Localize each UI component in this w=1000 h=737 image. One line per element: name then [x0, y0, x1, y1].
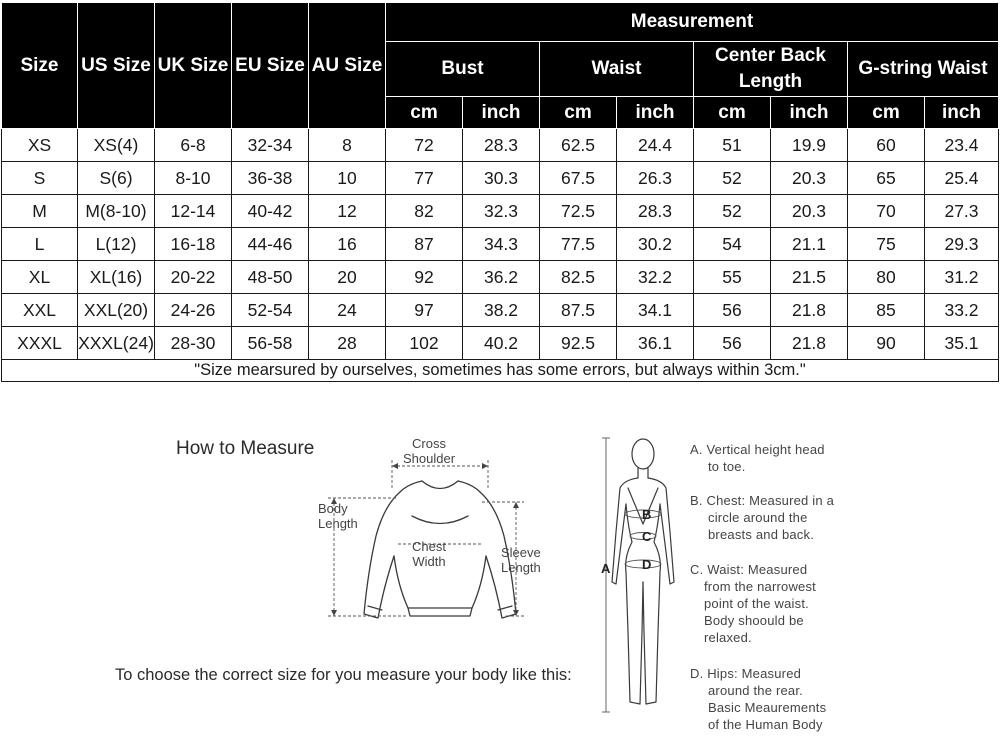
table-cell: 20-22 — [155, 261, 232, 294]
table-cell: 8-10 — [155, 162, 232, 195]
table-cell: 27.3 — [925, 195, 999, 228]
table-cell: L — [2, 228, 78, 261]
table-cell: 23.4 — [925, 129, 999, 162]
table-cell: 24.4 — [617, 129, 694, 162]
header-gstring-cm: cm — [848, 97, 925, 129]
table-cell: 36-38 — [232, 162, 309, 195]
header-eu-size: EU Size — [232, 3, 309, 129]
header-us-size: US Size — [78, 3, 155, 129]
table-cell: XS — [2, 129, 78, 162]
table-cell: 65 — [848, 162, 925, 195]
table-note-row — [2, 360, 999, 382]
body-letter-d: D — [642, 557, 652, 572]
table-cell: 56 — [694, 294, 771, 327]
header-waist: Waist — [540, 42, 694, 97]
table-cell: 20 — [309, 261, 386, 294]
table-cell: 21.1 — [771, 228, 848, 261]
table-row — [2, 162, 999, 195]
body-length-label — [318, 501, 358, 531]
table-cell: 72 — [386, 129, 463, 162]
size-note: "Size mearsured by ourselves, sometimes has some errors, but always within 3cm." — [2, 360, 999, 382]
table-row — [2, 294, 999, 327]
table-cell: 82.5 — [540, 261, 617, 294]
table-cell: 21.8 — [771, 294, 848, 327]
legend-line: B. Chest: Measured in a — [690, 493, 835, 508]
table-cell: 72.5 — [540, 195, 617, 228]
table-cell: M(8-10) — [78, 195, 155, 228]
body-letter-a: A — [601, 561, 611, 576]
table-cell: 55 — [694, 261, 771, 294]
table-cell: 97 — [386, 294, 463, 327]
sweater-measure-illustration — [312, 436, 562, 636]
table-cell: 56-58 — [232, 327, 309, 360]
measure-legend-b — [690, 492, 834, 543]
legend-line: C. Waist: Measured — [690, 562, 808, 577]
table-cell: XXL — [2, 294, 78, 327]
table-cell: 12-14 — [155, 195, 232, 228]
table-cell: S — [2, 162, 78, 195]
table-cell: 12 — [309, 195, 386, 228]
table-cell: M — [2, 195, 78, 228]
legend-line: point of the waist. — [704, 596, 809, 611]
measure-legend-d — [690, 665, 826, 733]
size-chart-table — [1, 2, 999, 382]
table-cell: XL(16) — [78, 261, 155, 294]
table-cell: 82 — [386, 195, 463, 228]
header-bust-inch: inch — [463, 97, 540, 129]
table-cell: 6-8 — [155, 129, 232, 162]
cross-shoulder-line2: Shoulder — [403, 451, 456, 466]
header-size: Size — [2, 3, 78, 129]
table-cell: 20.3 — [771, 195, 848, 228]
chest-width-line2: Width — [412, 554, 446, 569]
sleeve-length-label — [501, 545, 541, 575]
legend-line: D. Hips: Measured — [690, 666, 802, 681]
table-cell: 67.5 — [540, 162, 617, 195]
table-cell: 30.3 — [463, 162, 540, 195]
table-cell: 28-30 — [155, 327, 232, 360]
body-length-line1: Body — [318, 501, 348, 516]
table-cell: 26.3 — [617, 162, 694, 195]
header-measurement: Measurement — [386, 3, 999, 42]
table-cell: 92.5 — [540, 327, 617, 360]
sleeve-length-line1: Sleeve — [501, 545, 541, 560]
table-cell: S(6) — [78, 162, 155, 195]
table-cell: 8 — [309, 129, 386, 162]
table-cell: 52 — [694, 162, 771, 195]
legend-line: A. Vertical height head — [690, 442, 825, 457]
legend-line: circle around the — [708, 510, 808, 525]
legend-line: around the rear. — [708, 683, 803, 698]
table-cell: XXXL(24) — [78, 327, 155, 360]
header-back-cm: cm — [694, 97, 771, 129]
table-cell: 62.5 — [540, 129, 617, 162]
table-cell: XL — [2, 261, 78, 294]
header-au-size: AU Size — [309, 3, 386, 129]
table-cell: 87.5 — [540, 294, 617, 327]
table-cell: 56 — [694, 327, 771, 360]
table-row — [2, 261, 999, 294]
measure-legend-c — [690, 561, 816, 646]
table-cell: 77 — [386, 162, 463, 195]
table-cell: 52 — [694, 195, 771, 228]
table-cell: 80 — [848, 261, 925, 294]
table-cell: 16 — [309, 228, 386, 261]
table-cell: 30.2 — [617, 228, 694, 261]
table-cell: 21.8 — [771, 327, 848, 360]
table-cell: 40.2 — [463, 327, 540, 360]
table-cell: L(12) — [78, 228, 155, 261]
table-cell: 28.3 — [463, 129, 540, 162]
legend-line: relaxed. — [704, 630, 752, 645]
legend-line: Basic Meaurements — [708, 700, 827, 715]
table-cell: 32.2 — [617, 261, 694, 294]
table-cell: 24-26 — [155, 294, 232, 327]
table-cell: 44-46 — [232, 228, 309, 261]
table-cell: 87 — [386, 228, 463, 261]
legend-line: of the Human Body — [708, 717, 823, 732]
table-cell: XS(4) — [78, 129, 155, 162]
table-row — [2, 228, 999, 261]
header-gstring-waist: G-string Waist — [848, 42, 999, 97]
cross-shoulder-line1: Cross — [412, 436, 446, 451]
header-center-back-length: Center Back Length — [694, 42, 848, 97]
legend-line: from the narrowest — [704, 579, 816, 594]
table-cell: 16-18 — [155, 228, 232, 261]
table-cell: 20.3 — [771, 162, 848, 195]
table-cell: XXL(20) — [78, 294, 155, 327]
table-cell: 102 — [386, 327, 463, 360]
legend-line: Body shoould be — [704, 613, 804, 628]
table-cell: 25.4 — [925, 162, 999, 195]
table-cell: 29.3 — [925, 228, 999, 261]
table-cell: 52-54 — [232, 294, 309, 327]
body-letter-c: C — [642, 529, 652, 544]
header-uk-size: UK Size — [155, 3, 232, 129]
table-cell: 40-42 — [232, 195, 309, 228]
table-cell: 90 — [848, 327, 925, 360]
sleeve-length-line2: Length — [501, 560, 541, 575]
table-cell: 75 — [848, 228, 925, 261]
table-cell: 34.1 — [617, 294, 694, 327]
table-row — [2, 327, 999, 360]
header-waist-inch: inch — [617, 97, 694, 129]
table-cell: 70 — [848, 195, 925, 228]
legend-line: to toe. — [708, 459, 746, 474]
table-cell: 36.1 — [617, 327, 694, 360]
body-letter-b: B — [642, 507, 652, 522]
table-cell: XXXL — [2, 327, 78, 360]
table-cell: 85 — [848, 294, 925, 327]
table-cell: 28 — [309, 327, 386, 360]
legend-line: breasts and back. — [708, 527, 815, 542]
table-cell: 92 — [386, 261, 463, 294]
table-cell: 34.3 — [463, 228, 540, 261]
header-back-inch: inch — [771, 97, 848, 129]
table-row — [2, 129, 999, 162]
table-cell: 28.3 — [617, 195, 694, 228]
body-length-line2: Length — [318, 516, 358, 531]
table-cell: 32.3 — [463, 195, 540, 228]
table-cell: 60 — [848, 129, 925, 162]
table-cell: 35.1 — [925, 327, 999, 360]
chest-width-line1: Chest — [412, 539, 446, 554]
table-cell: 10 — [309, 162, 386, 195]
table-cell: 21.5 — [771, 261, 848, 294]
chest-width-label — [412, 539, 446, 569]
table-cell: 32-34 — [232, 129, 309, 162]
table-cell: 51 — [694, 129, 771, 162]
table-cell: 54 — [694, 228, 771, 261]
header-bust: Bust — [386, 42, 540, 97]
table-cell: 38.2 — [463, 294, 540, 327]
table-cell: 48-50 — [232, 261, 309, 294]
measure-legend-a — [690, 441, 825, 475]
header-bust-cm: cm — [386, 97, 463, 129]
table-cell: 77.5 — [540, 228, 617, 261]
header-gstring-inch: inch — [925, 97, 999, 129]
human-body-illustration — [598, 432, 688, 722]
table-cell: 24 — [309, 294, 386, 327]
table-row — [2, 195, 999, 228]
cross-shoulder-label — [403, 436, 455, 466]
header-waist-cm: cm — [540, 97, 617, 129]
how-to-measure-title: How to Measure — [176, 438, 315, 459]
table-cell: 19.9 — [771, 129, 848, 162]
table-cell: 36.2 — [463, 261, 540, 294]
table-cell: 33.2 — [925, 294, 999, 327]
choose-size-instruction: To choose the correct size for you measure your body like this: — [115, 666, 572, 684]
table-cell: 31.2 — [925, 261, 999, 294]
